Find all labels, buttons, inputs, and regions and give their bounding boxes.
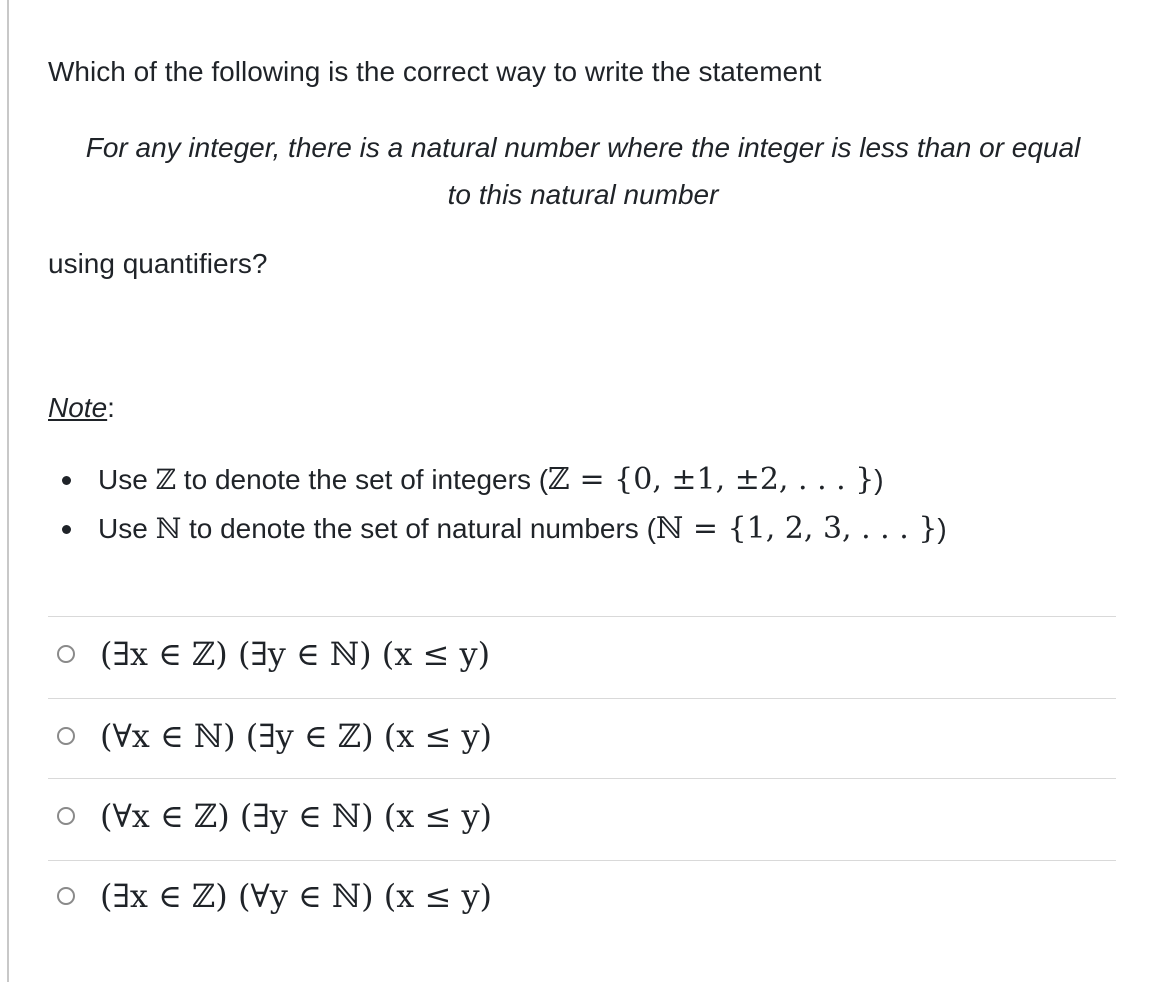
bullet-description: to denote the set of integers ( <box>176 464 549 495</box>
option-divider <box>48 778 1116 779</box>
note-bullet-naturals <box>0 509 1100 549</box>
bullet-text <box>98 460 884 500</box>
option-divider <box>48 616 1116 617</box>
bullet-suffix: ) <box>937 513 947 544</box>
note-bullet-integers <box>0 460 1100 500</box>
option-divider <box>48 698 1116 699</box>
option-label[interactable]: (∀x ∈ ℤ) (∃y ∈ ℕ) (x ≤ y) <box>100 797 492 835</box>
bullet-description: to denote the set of natural numbers ( <box>181 513 656 544</box>
naturals-symbol: ℕ <box>155 512 182 545</box>
integers-set-definition: ℤ = {0, ±1, ±2, . . . } <box>548 462 875 497</box>
bullet-dot-icon <box>62 525 71 534</box>
option-divider <box>48 860 1116 861</box>
option-label[interactable]: (∃x ∈ ℤ) (∃y ∈ ℕ) (x ≤ y) <box>100 635 491 673</box>
radio-button[interactable] <box>57 727 75 745</box>
answer-option-3[interactable] <box>48 790 1116 850</box>
option-label[interactable]: (∃x ∈ ℤ) (∀y ∈ ℕ) (x ≤ y) <box>100 877 492 915</box>
question-intro: Which of the following is the correct way to write the statement <box>48 56 822 87</box>
naturals-set-definition: ℕ = {1, 2, 3, . . . } <box>655 511 938 546</box>
bullet-suffix: ) <box>874 464 884 495</box>
bullet-text <box>98 509 947 549</box>
bullet-dot-icon <box>62 476 71 485</box>
option-label[interactable]: (∀x ∈ ℕ) (∃y ∈ ℤ) (x ≤ y) <box>100 717 492 755</box>
radio-button[interactable] <box>57 807 75 825</box>
note-label-text: Note <box>48 392 108 423</box>
statement-line-1: For any integer, there is a natural number where the integer is less than or equal <box>85 132 1081 163</box>
answer-option-1[interactable] <box>48 628 1116 688</box>
question-statement <box>48 124 1118 218</box>
note-label <box>48 390 115 426</box>
answer-option-4[interactable] <box>48 870 1116 930</box>
note-label-colon: : <box>107 392 115 423</box>
radio-button[interactable] <box>57 645 75 663</box>
statement-line-2: to this natural number <box>447 179 719 210</box>
integers-symbol: ℤ <box>155 463 177 496</box>
question-outro: using quantifiers? <box>48 248 268 279</box>
radio-button[interactable] <box>57 887 75 905</box>
answer-option-2[interactable] <box>48 710 1116 770</box>
bullet-prefix: Use <box>98 513 156 544</box>
bullet-prefix: Use <box>98 464 156 495</box>
